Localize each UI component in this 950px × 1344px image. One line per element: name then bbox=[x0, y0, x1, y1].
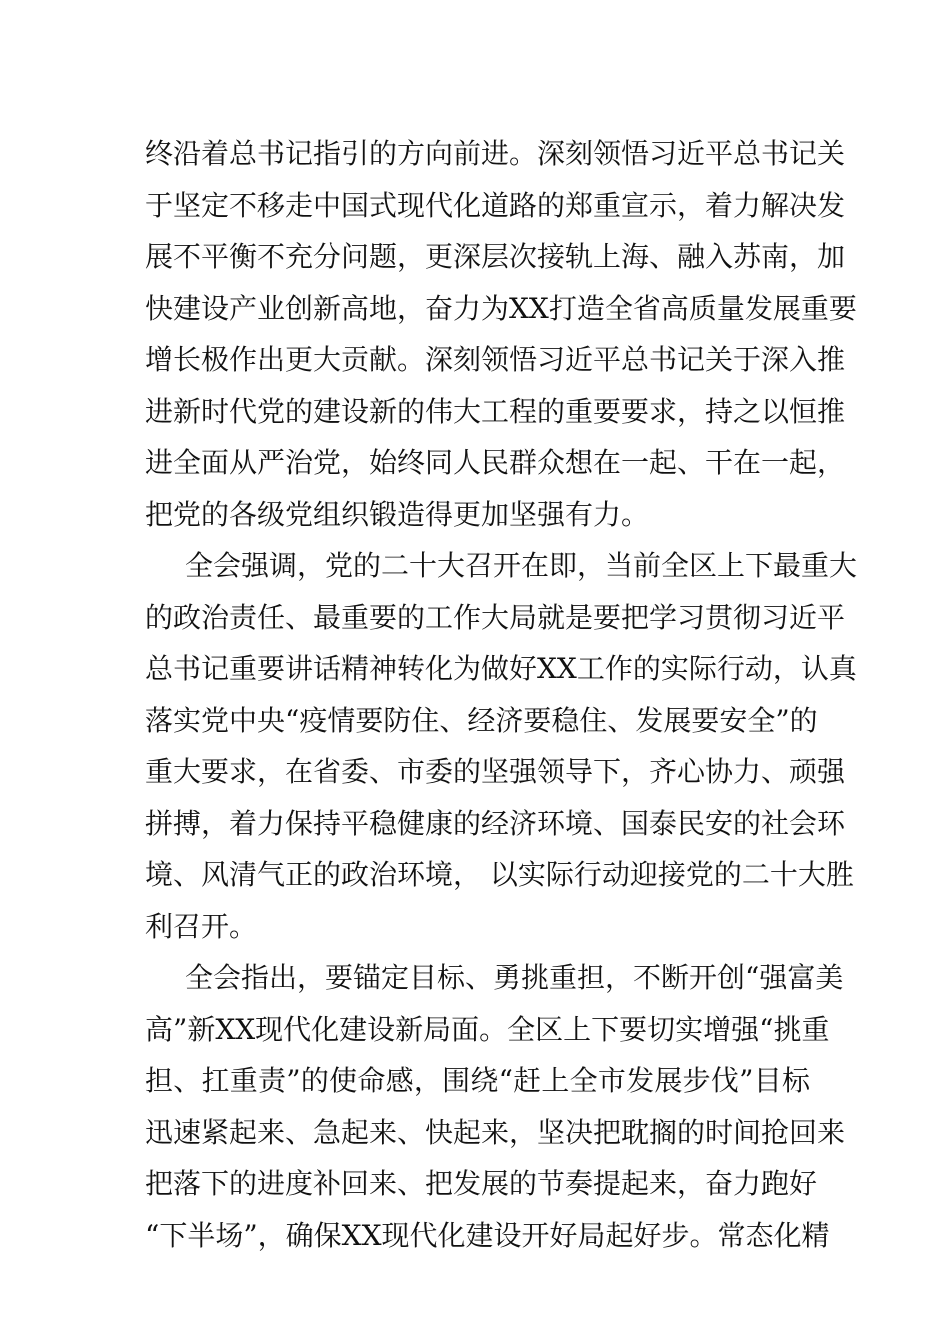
paragraph-3-line-6: “下半场”，确保XX现代化建设开好局起好步。常态化精 bbox=[145, 1218, 830, 1252]
paragraph-1-line-7: 进全面从严治党，始终同人民群众想在一起、干在一起， bbox=[145, 446, 846, 479]
document-body bbox=[145, 128, 858, 1261]
paragraph-2-line-4: 落实党中央“疫情要防住、经济要稳住、发展要安全”的 bbox=[145, 703, 818, 737]
paragraph-1-line-3: 展不平衡不充分问题，更深层次接轨上海、融入苏南，加 bbox=[145, 240, 846, 273]
paragraph-1-line-2: 于坚定不移走中国式现代化道路的郑重宣示，着力解决发 bbox=[145, 188, 846, 222]
paragraph-1-line-4: 快建设产业创新高地，奋力为XX打造全省高质量发展重要 bbox=[145, 291, 857, 325]
paragraph-2-line-7: 境、风清气正的政治环境， 以实际行动迎接党的二十大胜 bbox=[145, 858, 854, 891]
paragraph-2-line-6: 拼搏，着力保持平稳健康的经济环境、国泰民安的社会环 bbox=[145, 806, 846, 840]
paragraph-1-line-5: 增长极作出更大贡献。深刻领悟习近平总书记关于深入推 bbox=[145, 343, 846, 376]
paragraph-1-line-8: 把党的各级党组织锻造得更加坚强有力。 bbox=[145, 497, 650, 531]
paragraph-1-line-6: 进新时代党的建设新的伟大工程的重要要求，持之以恒推 bbox=[145, 394, 846, 428]
paragraph-2-line-8: 利召开。 bbox=[145, 909, 258, 943]
paragraph-3-line-3: 担、扛重责”的使命感，围绕“赶上全市发展步伐”目标 bbox=[145, 1064, 810, 1097]
paragraph-3-line-2: 高”新XX现代化建设新局面。全区上下要切实增强“挑重 bbox=[145, 1012, 830, 1046]
paragraph-1-line-1: 终沿着总书记指引的方向前进。深刻领悟习近平总书记关 bbox=[145, 137, 846, 170]
paragraph-2-line-5: 重大要求，在省委、市委的坚强领导下，齐心协力、顽强 bbox=[145, 755, 846, 788]
paragraph-3-line-5: 把落下的进度补回来、把发展的节奏提起来，奋力跑好 bbox=[145, 1167, 818, 1200]
paragraph-3-line-1: 全会指出，要锚定目标、勇挑重担，不断开创“强富美 bbox=[185, 961, 844, 994]
paragraph-2-line-3: 总书记重要讲话精神转化为做好XX工作的实际行动，认真 bbox=[145, 652, 857, 685]
paragraph-2-line-1: 全会强调，党的二十大召开在即，当前全区上下最重大 bbox=[185, 549, 858, 582]
paragraph-3-line-4: 迅速紧起来、急起来、快起来，坚决把耽搁的时间抢回来 bbox=[145, 1115, 846, 1149]
paragraph-2-line-2: 的政治责任、最重要的工作大局就是要把学习贯彻习近平 bbox=[145, 600, 846, 634]
